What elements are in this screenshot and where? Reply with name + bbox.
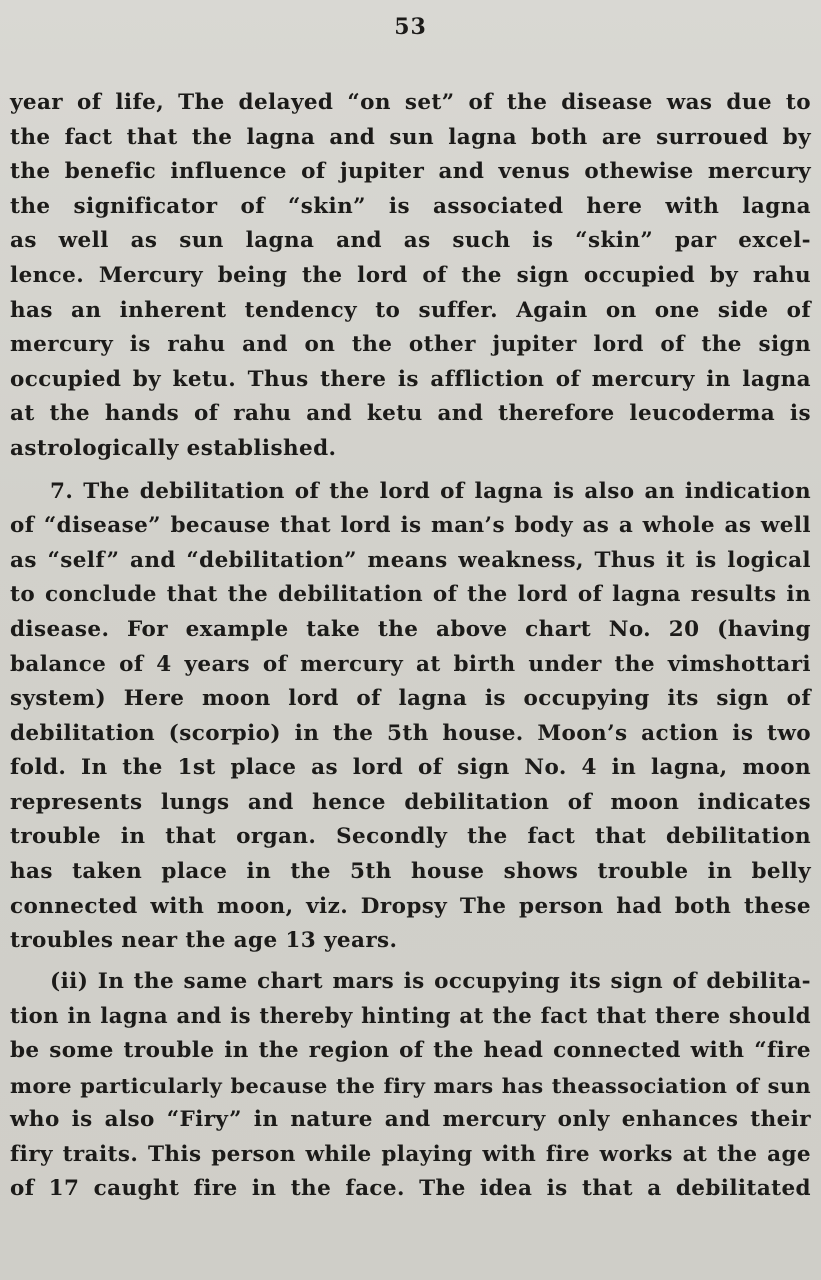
text-line: tion in lagna and is thereby hinting at the fact that there should [10,1003,811,1029]
text-line: represents lungs and hence debilitation of moon indicates [10,789,811,815]
text-line: as well as sun lagna and as such is “skin” par excel- [10,228,811,254]
text-line: who is also “Firy” in nature and mercury only enhances their [10,1107,811,1133]
text-line: disease. For example take the above chart No. 20 (having [10,616,811,642]
text-line: of 17 caught fire in the face. The idea is that a debilitated [10,1176,811,1202]
text-line: troubles near the age 13 years. [10,928,398,954]
text-line: lence. Mercury being the lord of the sign occupied by rahu [10,262,811,288]
paragraph-2 [10,475,811,959]
text-line: has an inherent tendency to suffer. Again on one side of [10,297,811,323]
text-line: fold. In the 1st place as lord of sign No. 4 in lagna, moon [10,755,811,781]
paragraph-1 [10,86,811,467]
text-line: at the hands of rahu and ketu and therefore leucoderma is [10,401,811,427]
text-line: has taken place in the 5th house shows trouble in belly [10,859,811,885]
text-line: debilitation (scorpio) in the 5th house. Moon’s action is two [10,720,811,746]
text-line: 7. The debilitation of the lord of lagna is also an indication [50,478,811,504]
paragraph-3 [10,965,811,1207]
text-line: connected with moon, viz. Dropsy The person had both these [10,893,811,919]
text-line: as “self” and “debilitation” means weakness, Thus it is logical [10,547,811,573]
text-line: firy traits. This person while playing with fire works at the age [10,1141,811,1167]
page-number: 53 [394,14,427,40]
text-line: be some trouble in the region of the head connected with “fire [10,1038,811,1064]
text-line: occupied by ketu. Thus there is affliction of mercury in lagna [10,366,811,392]
text-line: the benefic influence of jupiter and venus othewise mercury [10,159,811,185]
text-line: the significator of “skin” is associated here with lagna [10,193,811,219]
text-line: mercury is rahu and on the other jupiter lord of the sign [10,332,811,358]
text-line: astrologically established. [10,435,337,461]
text-line: year of life, The delayed “on set” of the disease was due to [10,90,811,115]
text-line: trouble in that organ. Secondly the fact that debilitation [10,824,811,850]
text-line: the fact that the lagna and sun lagna both are surroued by [10,124,811,150]
text-line: more particularly because the firy mars has theassociation of sun [10,1072,811,1098]
text-line: balance of 4 years of mercury at birth under the vimshottari [10,651,811,677]
text-line: system) Here moon lord of lagna is occupying its sign of [10,686,811,712]
text-line: of “disease” because that lord is man’s body as a whole as well [10,513,811,539]
text-line: to conclude that the debilitation of the lord of lagna results in [10,582,811,608]
text-line: (ii) In the same chart mars is occupying its sign of debilita- [50,968,811,994]
